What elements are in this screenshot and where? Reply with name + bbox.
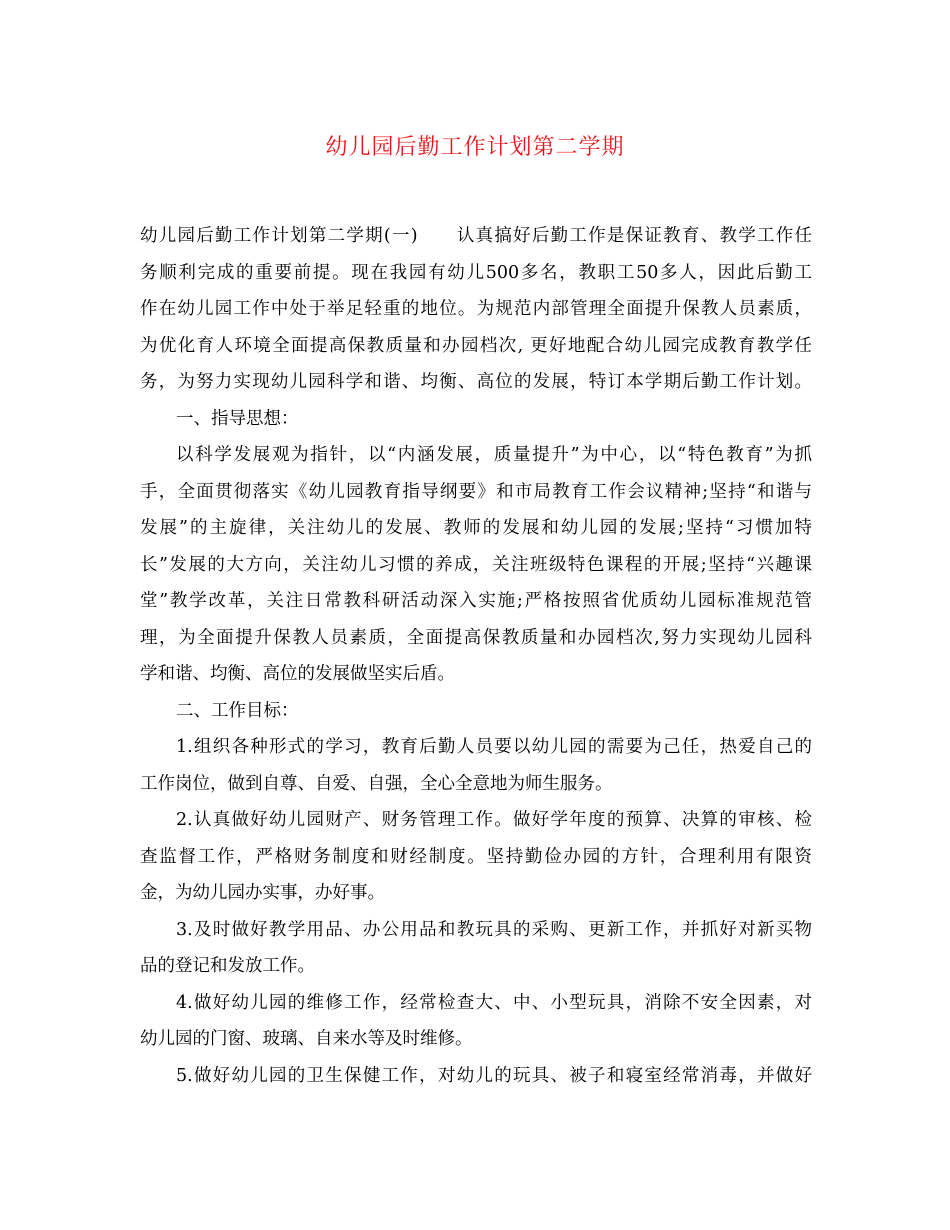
section1-line: 以科学发展观为指针，以“内涵发展，质量提升”为中心，以“特色教育”为抓 [176, 445, 812, 465]
document-body [140, 218, 812, 1094]
section1-line: 长”发展的大方向，关注幼儿习惯的养成，关注班级特色课程的开展;坚持“兴趣课 [140, 554, 812, 575]
section1-heading: 一、指导思想： [176, 408, 299, 429]
item-line: 5.做好幼儿园的卫生保健工作，对幼儿的玩具、被子和寝室经常消毒，并做好 [176, 1065, 812, 1086]
item-line: 2.认真做好幼儿园财产、财务管理工作。做好学年度的预算、决算的审核、检 [176, 810, 812, 830]
intro-line: 为优化育人环境全面提高保教质量和办园档次, 更好地配合幼儿园完成教育教学任 [140, 335, 812, 356]
item-line: 工作岗位，做到自尊、自爱、自强，全心全意地为师生服务。 [140, 773, 613, 794]
item-line: 幼儿园的门窗、玻璃、自来水等及时维修。 [140, 1029, 473, 1049]
section1-line: 堂”教学改革，关注日常教科研活动深入实施;严格按照省优质幼儿园标准规范管 [140, 591, 812, 611]
item-line: 品的登记和发放工作。 [140, 956, 315, 976]
item-line: 4.做好幼儿园的维修工作，经常检查大、中、小型玩具，消除不安全因素，对 [176, 992, 812, 1013]
intro-heading: 幼儿园后勤工作计划第二学期(一) [140, 226, 418, 246]
section1-line: 理，为全面提升保教人员素质，全面提高保教质量和办园档次,努力实现幼儿园科 [140, 627, 812, 648]
document-title: 幼儿园后勤工作计划第二学期 [325, 135, 625, 160]
intro-line: 务，为努力实现幼儿园科学和谐、均衡、高位的发展，特订本学期后勤工作计划。 [140, 372, 812, 392]
section1-line: 手，全面贯彻落实《幼儿园教育指导纲要》和市局教育工作会议精神;坚持“和谐与 [140, 481, 812, 502]
intro-line: 认真搞好后勤工作是保证教育、教学工作任 [455, 226, 812, 246]
item-line: 3.及时做好教学用品、办公用品和教玩具的采购、更新工作，并抓好对新买物 [176, 919, 812, 940]
intro-line: 务顺利完成的重要前提。现在我园有幼儿500多名，教职工50多人，因此后勤工 [140, 262, 812, 283]
item-line: 金，为幼儿园办实事，办好事。 [140, 883, 385, 903]
section1-line: 发展”的主旋律，关注幼儿的发展、教师的发展和幼儿园的发展;坚持“习惯加特 [140, 518, 812, 538]
section2-heading: 二、工作目标： [176, 700, 299, 721]
section1-line: 学和谐、均衡、高位的发展做坚实后盾。 [140, 664, 455, 684]
intro-line: 作在幼儿园工作中处于举足轻重的地位。为规范内部管理全面提升保教人员素质， [140, 299, 812, 319]
item-line: 查监督工作，严格财务制度和财经制度。坚持勤俭办园的方针，合理利用有限资 [140, 846, 812, 867]
intro-first-line [140, 218, 812, 255]
item-line: 1.组织各种形式的学习，教育后勤人员要以幼儿园的需要为己任，热爱自己的 [176, 737, 812, 757]
